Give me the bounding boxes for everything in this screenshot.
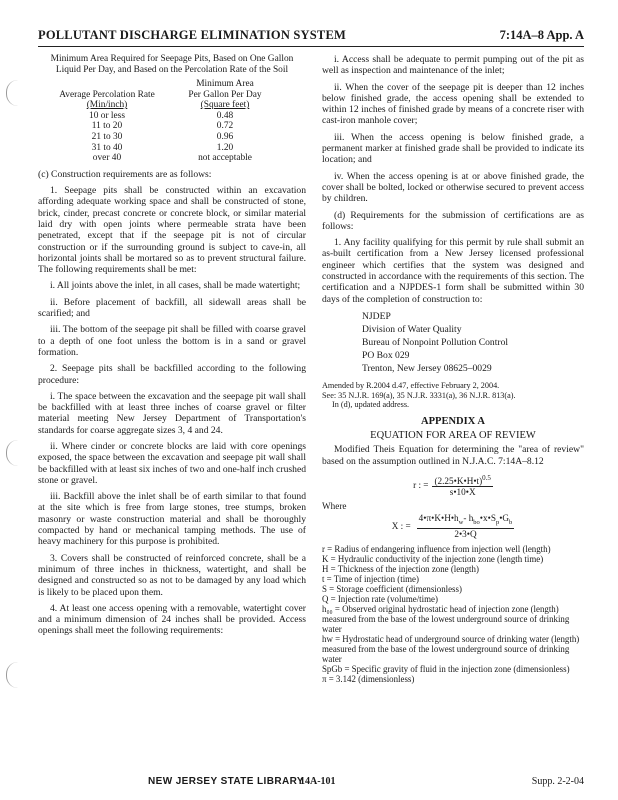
definition-item: h₀₀ = Observed original hydrostatic head of injection zone (length) measured from the base of the lowest underground source of drinking water (322, 603, 570, 634)
definition-item: S = Storage coefficient (dimensionless) (322, 583, 462, 594)
paragraph-c2: 2. Seepage pits shall be backfilled according to the following procedure: (38, 363, 306, 386)
header-title: POLLUTANT DISCHARGE ELIMINATION SYSTEM (38, 28, 347, 42)
definition-item: π = 3.142 (dimensionless) (322, 673, 415, 684)
left-column (38, 54, 306, 642)
header-citation: 7:14A–8 App. A (499, 28, 584, 42)
header-rule (38, 46, 584, 47)
table-title: Minimum Area Required for Seepage Pits, Based on One Gallon Liquid Per Day, and Based on the Percolation Rate of the Soil (50, 54, 294, 75)
paragraph-c4: 4. At least one access opening with a removable, watertight cover and a minimum dimension of 24 inches shall be provided. Access openings shall meet the following requirements: (38, 602, 306, 637)
table-cell: 10 or less (89, 110, 125, 121)
equation-exponent: 0.5 (482, 473, 491, 482)
paragraph-c1: 1. Seepage pits shall be constructed within an excavation affording adequate working space and shall be constructed of stone, brick, cinder, precast concrete or concrete block, or similar material laid dry with open joints where permeable strata have been penetrated, except that if the seepage pit is not of circular construction or if the surrounding ground is subject to cave-in, all horizontal joints shall be mortared so as to prevent structural failure. The following requirements shall be met: (38, 185, 306, 276)
where-label: Where (322, 500, 347, 511)
definition-item: t = Time of injection (time) (322, 573, 419, 584)
equation-lhs: r : = (413, 479, 429, 490)
table-cell: 0.72 (216, 121, 234, 132)
variable-definitions (322, 544, 584, 684)
table-row (48, 153, 284, 164)
address-line: Trenton, New Jersey 08625–0029 (362, 362, 492, 374)
right-column (322, 54, 584, 684)
definition-item: r = Radius of endangering influence from injection well (length) (322, 543, 551, 554)
mailing-address (362, 310, 584, 375)
amendment-history (322, 381, 584, 410)
amendment-line: Amended by R.2004 d.47, effective February 2, 2004. (322, 380, 500, 390)
paragraph-c4-i: i. Access shall be adequate to permit pumping out of the pit as well as inspection and maintenance of the inlet; (322, 54, 584, 77)
equation-x (322, 513, 584, 539)
table-header-cell: Per Gallon Per Day (188, 89, 262, 100)
address-line: NJDEP (362, 310, 391, 322)
page-number: 14A-101 (300, 776, 336, 787)
seepage-area-table (48, 79, 284, 164)
equation-lhs: X : = (391, 520, 411, 531)
definition-item: SpGb = Specific gravity of fluid in the injection zone (dimensionless) (322, 663, 570, 674)
paragraph-c2-i: i. The space between the excavation and the seepage pit wall shall be backfilled with at least three inches of coarse gravel or filter material meeting New Jersey Department of Transportation's standards for coarse aggregate sizes 3, 4 and 24. (38, 390, 306, 436)
table-row (48, 111, 284, 122)
table-row (48, 121, 284, 132)
definition-item: H = Thickness of the injection zone (length) (322, 563, 479, 574)
table-cell: not acceptable (198, 153, 252, 164)
appendix-subtitle: EQUATION FOR AREA OF REVIEW (370, 430, 536, 442)
paragraph-c1-iii: iii. The bottom of the seepage pit shall be filled with coarse gravel to a depth of one foot unless the bottom is in a sand or gravel formation. (38, 324, 306, 358)
paragraph-c4-ii: ii. When the cover of the seepage pit is deeper than 12 inches below finished grade, the access opening shall be extended to within 12 inches of finished grade by means of a concrete riser with cast-iron manhole cover; (322, 81, 584, 127)
table-cell: 31 to 40 (91, 142, 123, 153)
paragraph-c2-iii: iii. Backfill above the inlet shall be of earth similar to that found at the site which is free from large stones, tree stumps, broken masonry or waste construction material and shall be thoroughly compacted by hand or mechanical tamping methods. The use of heavy machinery for this purpose is prohibited. (38, 491, 306, 548)
equation-denominator: s•10•X (449, 486, 476, 497)
table-row (48, 132, 284, 143)
equation-numerator: (2.25•K•H•t) (434, 475, 483, 486)
equation-r (322, 473, 584, 497)
paragraph-c2-ii: ii. Where cinder or concrete blocks are laid with core openings exposed, the space between the excavation and seepage pit wall shall be backfilled with at least six inches of two and one-half inch crushed stone or gravel. (38, 440, 307, 486)
table-cell: over 40 (92, 153, 122, 164)
address-line: PO Box 029 (362, 349, 410, 361)
table-cell: 0.48 (216, 110, 234, 121)
table-cell: 0.96 (216, 131, 234, 142)
amendment-line: In (d), updated address. (332, 400, 410, 410)
table-header-cell: Average Percolation Rate (59, 89, 155, 100)
library-stamp: NEW JERSEY STATE LIBRARY (148, 776, 304, 787)
table-cell: 21 to 30 (91, 131, 123, 142)
table-cell: 11 to 20 (91, 121, 123, 132)
paragraph-c1-ii: ii. Before placement of backfill, all sidewall areas shall be scarified; and (38, 296, 306, 320)
paragraph-d: (d) Requirements for the submission of certifications are as follows: (322, 209, 584, 232)
appendix-intro: Modified Theis Equation for determining the "area of review" based on the assumption outlined in N.J.A.C. 7:14A–8.12 (322, 444, 584, 467)
supplement-date: Supp. 2-2-04 (531, 776, 584, 787)
address-line: Bureau of Nonpoint Pollution Control (362, 336, 509, 348)
paragraph-c4-iii: iii. When the access opening is below finished grade, a permanent marker at finished grade shall be provided to indicate its location; and (322, 131, 584, 166)
paragraph-d1: 1. Any facility qualifying for this permit by rule shall submit an as-built certification from a New Jersey licensed professional engineer which certifies that the system was designed and constructed in accordance with the requirements of this section. The certification and a NJPDES-1 form shall be submitted within 30 days of the completion of construction to: (322, 237, 584, 305)
paragraph-c: (c) Construction requirements are as follows: (38, 168, 212, 180)
equation-denominator: 2•3•Q (454, 528, 477, 539)
table-row (48, 143, 284, 154)
definition-item: K = Hydraulic conductivity of the injection zone (length time) (322, 553, 544, 564)
table-header-cell: (Min/inch) (86, 100, 128, 111)
paragraph-c4-iv: iv. When the access opening is at or above finished grade, the cover shall be bolted, locked or otherwise secured to prevent access by children. (322, 170, 584, 205)
amendment-line: See: 35 N.J.R. 169(a), 35 N.J.R. 3331(a), 36 N.J.R. 813(a). (322, 390, 516, 400)
table-header-cell: Minimum Area (196, 79, 254, 89)
table-cell: 1.20 (216, 142, 234, 153)
punch-hole-mark (6, 80, 21, 106)
appendix-title: APPENDIX A (421, 415, 485, 427)
definition-item: Q = Injection rate (volume/time) (322, 593, 438, 604)
paragraph-c3: 3. Covers shall be constructed of reinforced concrete, shall be a minimum of three inches in thickness, watertight, and shall be designed and constructed so as not to be damaged by any load which is likely to be placed upon them. (38, 552, 306, 598)
running-header (38, 28, 584, 44)
address-line: Division of Water Quality (362, 323, 462, 335)
paragraph-c1-i: i. All joints above the inlet, in all cases, shall be made watertight; (50, 280, 301, 292)
punch-hole-mark (6, 662, 21, 688)
definition-item: hw = Hydrostatic head of underground source of drinking water (length) measured from the base of the lowest underground source of drinking water (322, 633, 580, 664)
table-header-cell: (Square feet) (200, 100, 250, 111)
punch-hole-mark (6, 440, 21, 466)
equation-numerator: $4•\pi•K•H•h_w-$ $h_{bo}•x•S_p•G_b$ (417, 513, 515, 529)
